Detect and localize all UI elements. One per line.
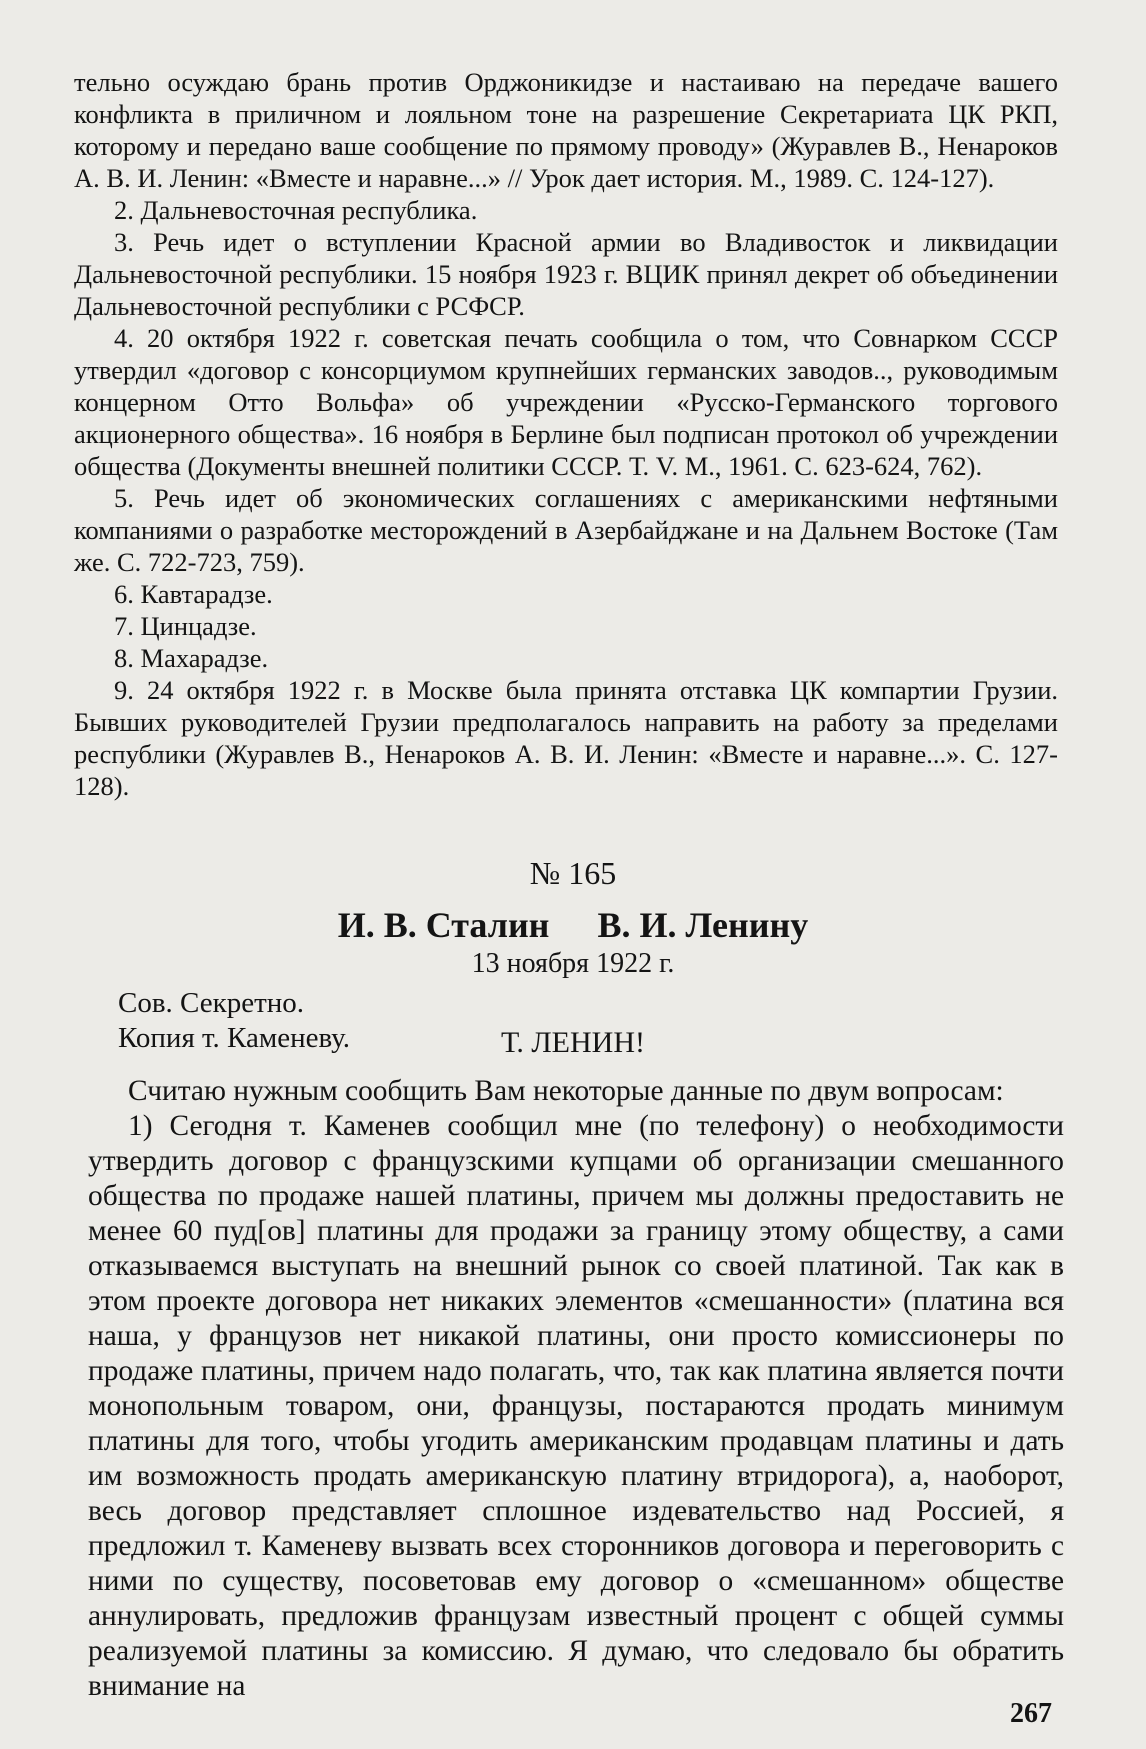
- endnotes: [74, 66, 1058, 802]
- note-2: 2. Дальневосточная республика.: [114, 195, 478, 225]
- copy-mark: Копия т. Каменеву.: [118, 1022, 351, 1054]
- letter-body: [88, 1074, 1064, 1704]
- letter-paragraph-intro: Считаю нужным сообщить Вам некоторые данные по двум вопросам:: [128, 1075, 1004, 1107]
- note-5: 5. Речь идет об экономических соглашениях с американскими нефтяными компаниями о разработке месторождений в Азербайджане и на Дальнем Востоке (Там же. С. 722-723, 759).: [74, 483, 1058, 577]
- document-number: № 165: [529, 855, 617, 891]
- document-date: 13 ноября 1922 г.: [471, 948, 675, 979]
- letter-greeting: Т. ЛЕНИН!: [501, 1026, 645, 1059]
- document-author: И. В. Сталин: [337, 905, 550, 945]
- note-3: 3. Речь идет о вступлении Красной армии во Владивосток и ликвидации Дальневосточной республики. 15 ноября 1923 г. ВЦИК принял декрет об объединении Дальневосточной республики с РСФСР.: [74, 227, 1058, 321]
- document-heading: [0, 904, 1146, 946]
- note-continuation: тельно осуждаю брань против Орджоникидзе и настаиваю на передаче вашего конфликта в приличном и лояльном тоне на разрешение Секретариата ЦК РКП, которому и передано ваше сообщение по прямому проводу» (Журавлев В., Ненароков А. В. И. Ленин: «Вместе и наравне...» // Урок дает история. М., 1989. С. 124-127).: [74, 67, 1058, 193]
- secrecy-mark: Сов. Секретно.: [118, 987, 305, 1019]
- document-recipient: В. И. Ленину: [597, 905, 809, 945]
- note-8: 8. Махарадзе.: [114, 643, 269, 673]
- note-4: 4. 20 октября 1922 г. советская печать сообщила о том, что Совнарком СССР утвердил «договор с консорциумом крупнейших германских заводов.., руководимым концерном Отто Вольфа» об учреждении «Русско-Германского торгового акционерного общества». 16 ноября в Берлине был подписан протокол об учреждении общества (Документы внешней политики СССР. Т. V. М., 1961. С. 623-624, 762).: [74, 323, 1058, 481]
- letter-paragraph-1: 1) Сегодня т. Каменев сообщил мне (по телефону) о необходимости утвердить договор с французскими купцами об организации смешанного общества по продаже нашей платины, причем мы должны предоставить не менее 60 пуд[ов] платины для продажи за границу этому обществу, а сами отказываемся выступать на внешний рынок со своей платиной. Так как в этом проекте договора нет никаких элементов «смешанности» (платина вся наша, у французов нет никакой платины, они просто комиссионеры по продаже платины, причем надо полагать, что, так как платина является почти монопольным товаром, они, французы, постараются продать минимум платины для того, чтобы угодить американским продавцам платины и дать им возможность продать американскую платину втридорога), а, наоборот, весь договор представляет сплошное издевательство над Россией, я предложил т. Каменеву вызвать всех сторонников договора и переговорить с ними по существу, посоветовав ему договор о «смешанном» обществе аннулировать, предложив французам известный процент с общей суммы реализуемой платины за комиссию. Я думаю, что следовало бы обратить внимание на: [88, 1110, 1064, 1702]
- note-6: 6. Кавтарадзе.: [114, 579, 273, 609]
- note-9: 9. 24 октября 1922 г. в Москве была принята отставка ЦК компартии Грузии. Бывших руководителей Грузии предполагалось направить на работу за пределами республики (Журавлев В., Ненароков А. В. И. Ленин: «Вместе и наравне...». С. 127-128).: [74, 675, 1058, 801]
- note-7: 7. Цинцадзе.: [114, 611, 257, 641]
- page-number: 267: [1010, 1698, 1052, 1729]
